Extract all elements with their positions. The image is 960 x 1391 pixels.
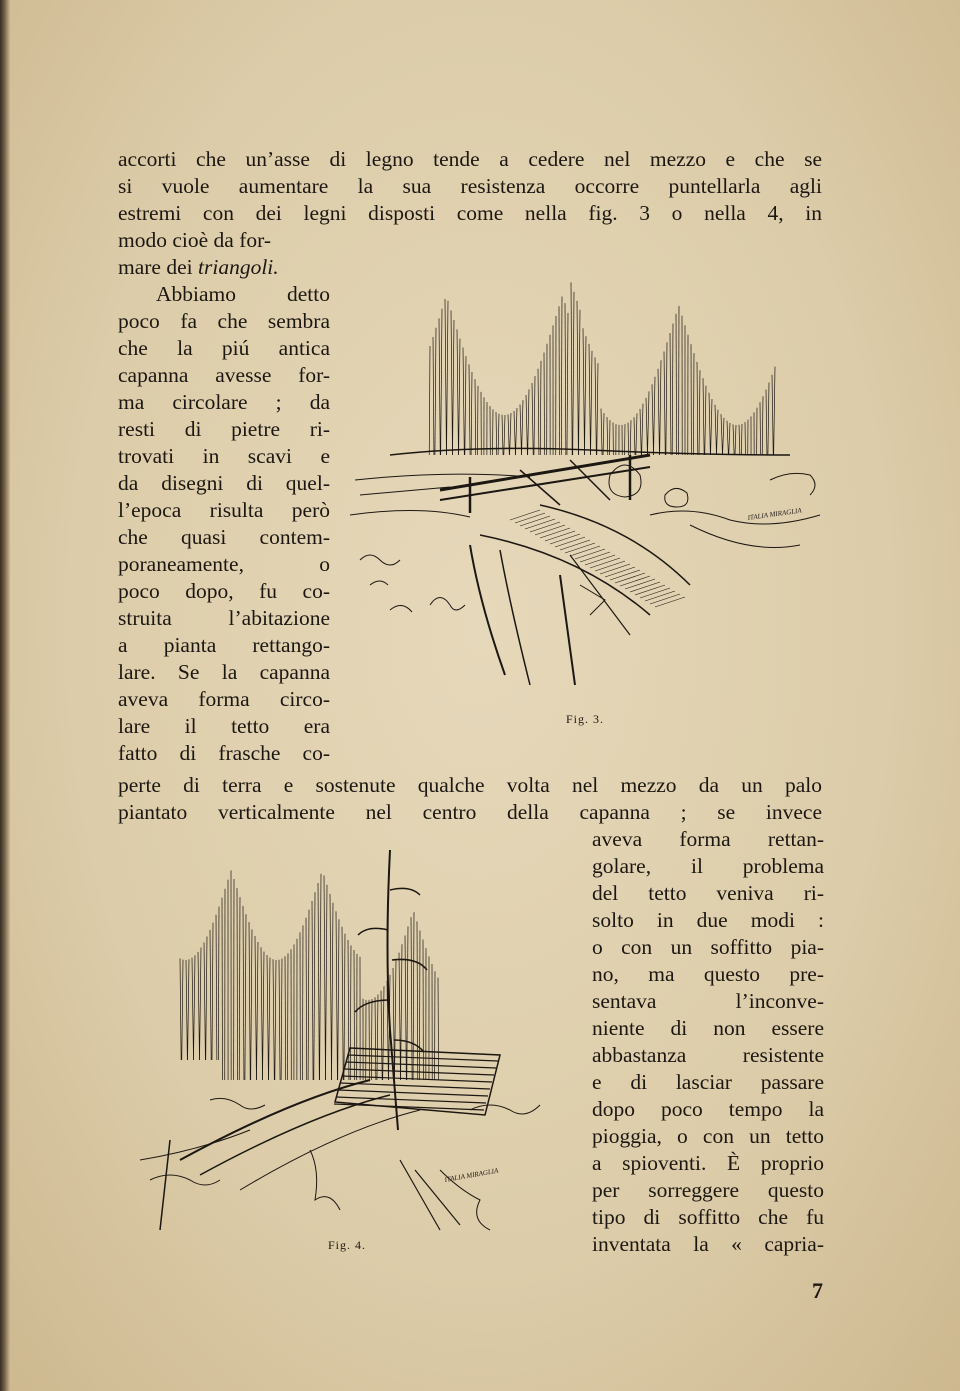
text-line: o con un soffitto pia- [592,935,824,959]
text-line: perte di terra e sostenute qualche volta nel mezzo da un palo [118,773,822,797]
text-line: resti di pietre ri- [118,417,330,441]
text-fragment: mare dei [118,255,198,279]
text-line: a spioventi. È proprio [592,1151,824,1175]
text-line: no, ma questo pre- [592,962,824,986]
text-line: aveva forma circo- [118,687,330,711]
text-line: l’epoca risulta però [118,498,330,522]
text-line: niente di non essere [592,1016,824,1040]
text-line: a pianta rettango- [118,633,330,657]
text-line: poco dopo, fu co- [118,579,330,603]
text-line: fatto di frasche co- [118,741,330,765]
text-line: poco fa che sembra [118,309,330,333]
italic-word: triangoli. [198,255,279,279]
page-spine-shadow [0,0,10,1391]
text-line: per sorreggere questo [592,1178,824,1202]
text-line: aveva forma rettan- [592,827,824,851]
figure-3-signature: ITALIA MIRAGLIA [747,506,803,522]
text-line: pioggia, o con un tetto [592,1124,824,1148]
text-line: tipo di soffitto che fu [592,1205,824,1229]
figure-3-caption: Fig. 3. [566,712,605,726]
figure-3-illustration [330,255,850,715]
text-line: da disegni di quel- [118,471,330,495]
text-line: dopo poco tempo la [592,1097,824,1121]
text-line: sentava l’inconve- [592,989,824,1013]
text-line: abbastanza resistente [592,1043,824,1067]
figure-4-caption: Fig. 4. [328,1238,367,1252]
text-line: solto in due modi : [592,908,824,932]
text-line: inventata la « capria- [592,1232,824,1256]
text-line: poraneamente, o [118,552,330,576]
text-line: del tetto veniva ri- [592,881,824,905]
text-line: estremi con dei legni disposti come nella fig. 3 o nella 4, in [118,201,822,225]
text-line: capanna avesse for- [118,363,330,387]
text-line: Abbiamo detto [156,282,330,306]
text-line: lare. Se la capanna [118,660,330,684]
text-line: struita l’abitazione [118,606,330,630]
reeds-hatching [429,282,775,455]
text-line: golare, il problema [592,854,824,878]
page-number: 7 [812,1278,823,1303]
text-line: trovati in scavi e [118,444,330,468]
text-line: si vuole aumentare la sua resistenza occorre puntellarla agli [118,174,822,198]
text-line: e di lasciar passare [592,1070,824,1094]
text-line: modo cioè da for- [118,228,271,252]
text-line: ma circolare ; da [118,390,330,414]
text-line: piantato verticalmente nel centro della capanna ; se invece [118,800,822,824]
text-line [118,254,279,281]
text-line: che quasi contem- [118,525,330,549]
text-line: che la piú antica [118,336,330,360]
text-line: lare il tetto era [118,714,330,738]
figure-4-illustration [140,830,580,1240]
figure-4-signature: ITALIA MIRAGLIA [443,1166,499,1184]
text-line: accorti che un’asse di legno tende a cedere nel mezzo e che se [118,147,822,171]
